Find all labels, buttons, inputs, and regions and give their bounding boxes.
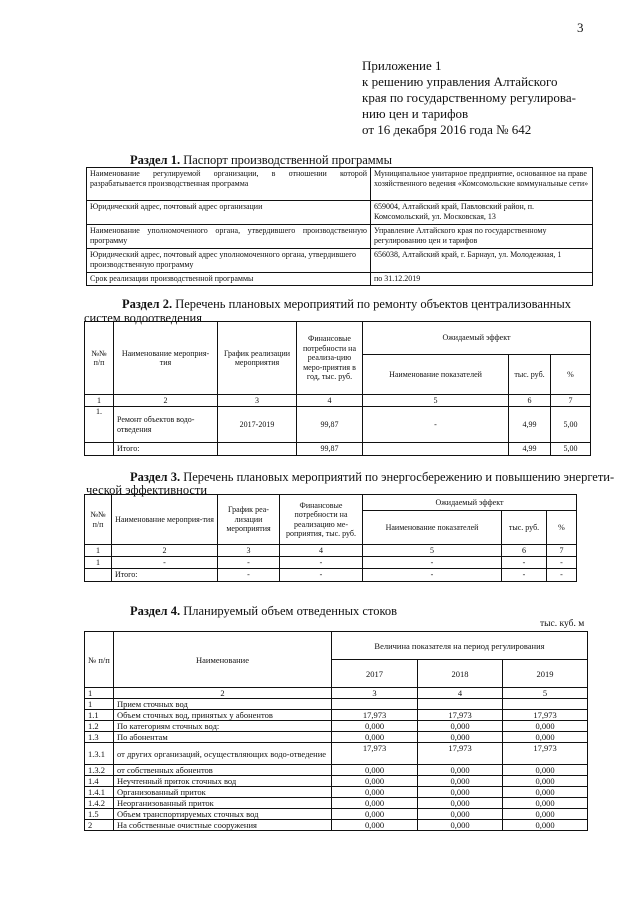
- appendix-block: [362, 58, 576, 138]
- cell-value: 17,973: [503, 743, 588, 765]
- appendix-line: края по государственному регулирова-: [362, 90, 576, 105]
- total-percent: 5,00: [551, 443, 591, 456]
- header-num: № п/п: [85, 632, 114, 688]
- section2-label: Раздел 2.: [122, 297, 173, 311]
- table-header-row: [85, 322, 591, 355]
- cell-value: 0,000: [418, 732, 503, 743]
- cell-thous: -: [502, 557, 547, 569]
- appendix-line: Приложение 1: [362, 58, 442, 73]
- header-effect: Ожидаемый эффект: [363, 495, 577, 511]
- cell-value: 17,973: [503, 710, 588, 721]
- cell-value: 0,000: [418, 776, 503, 787]
- cell-value: 17,973: [332, 743, 418, 765]
- total-schedule: -: [218, 569, 280, 582]
- passport-name: Юридический адрес, почтовый адрес организации: [87, 201, 371, 225]
- col-number: 1: [85, 395, 114, 407]
- col-number: 5: [503, 688, 588, 699]
- column-number-row: [85, 395, 591, 407]
- appendix-line: к решению управления Алтайского: [362, 74, 558, 89]
- cell-value: 0,000: [418, 721, 503, 732]
- table-row: [85, 798, 588, 809]
- cell-num: 1.4.1: [85, 787, 114, 798]
- section1-title: [130, 153, 392, 167]
- header-finance: Финансовые потребности на реализа-цию меро-приятия в год, тыс. руб.: [297, 322, 363, 395]
- header-name: Наименование мероприя-тия: [112, 495, 218, 545]
- cell-finance: -: [280, 557, 363, 569]
- col-number: 7: [547, 545, 577, 557]
- cell-empty: [85, 569, 112, 582]
- cell-empty: [218, 443, 297, 456]
- appendix-line: от 16 декабря 2016 года № 642: [362, 122, 532, 137]
- header-indicator: Наименование показателей: [363, 355, 509, 395]
- section3-table: [84, 494, 577, 582]
- table-row: [85, 699, 588, 710]
- cell-name: По абонентам: [114, 732, 332, 743]
- col-number: 2: [112, 545, 218, 557]
- table-row: [85, 787, 588, 798]
- cell-value: 0,000: [332, 721, 418, 732]
- section1-label: Раздел 1.: [130, 153, 181, 167]
- passport-name: Срок реализации производственной программы: [87, 273, 371, 286]
- cell-num: 1: [85, 557, 112, 569]
- cell-num: 1.2: [85, 721, 114, 732]
- cell-empty: [363, 443, 509, 456]
- cell-value: 17,973: [418, 743, 503, 765]
- section1-title-text: Паспорт производственной программы: [183, 153, 392, 167]
- cell-percent: -: [547, 557, 577, 569]
- cell-thous: 4,99: [509, 407, 551, 443]
- cell-num: 2: [85, 820, 114, 831]
- table-row: [85, 710, 588, 721]
- total-thous: 4,99: [509, 443, 551, 456]
- cell-name: Неучтенный приток сточных вод: [114, 776, 332, 787]
- header-name: Наименование: [114, 632, 332, 688]
- header-schedule: График реализации мероприятия: [218, 322, 297, 395]
- header-schedule: График реа-лизации мероприятия: [218, 495, 280, 545]
- cell-num: 1.1: [85, 710, 114, 721]
- cell-name: Ремонт объектов водо-отведения: [114, 407, 218, 443]
- appendix-line: нию цен и тарифов: [362, 106, 469, 121]
- cell-value: 0,000: [418, 809, 503, 820]
- section3-title: [130, 470, 614, 484]
- cell-value: 0,000: [503, 732, 588, 743]
- cell-value: 17,973: [332, 710, 418, 721]
- header-year: 2019: [503, 660, 588, 688]
- table-row: [87, 201, 593, 225]
- col-number: 6: [502, 545, 547, 557]
- cell-name: Прием сточных вод: [114, 699, 332, 710]
- passport-name: Наименование регулируемой организации, в отношении которой разрабатывается производственная программа: [87, 168, 371, 201]
- cell-empty: [85, 443, 114, 456]
- table-header-row: [85, 632, 588, 660]
- cell-name: -: [112, 557, 218, 569]
- section2-title: [122, 297, 571, 311]
- col-number: 6: [509, 395, 551, 407]
- col-number: 4: [297, 395, 363, 407]
- cell-value: 0,000: [332, 765, 418, 776]
- cell-num: 1: [85, 699, 114, 710]
- section2-table: [84, 321, 591, 456]
- table-row: [87, 273, 593, 286]
- cell-name: Объем сточных вод, принятых у абонентов: [114, 710, 332, 721]
- header-name: Наименование мероприя-тия: [114, 322, 218, 395]
- cell-name: от собственных абонентов: [114, 765, 332, 776]
- section3-title-text: Перечень плановых мероприятий по энергосбережению и повышению энергети-: [183, 470, 615, 484]
- table-total-row: [85, 569, 577, 582]
- header-thous: тыс. руб.: [502, 511, 547, 545]
- table-row: [87, 249, 593, 273]
- cell-value: 0,000: [418, 765, 503, 776]
- col-number: 2: [114, 688, 332, 699]
- col-number: 3: [332, 688, 418, 699]
- cell-value: 17,973: [418, 710, 503, 721]
- cell-value: 0,000: [503, 776, 588, 787]
- col-number: 1: [85, 545, 112, 557]
- header-indicator: Наименование показателей: [363, 511, 502, 545]
- col-number: 5: [363, 545, 502, 557]
- cell-value: 0,000: [332, 776, 418, 787]
- total-percent: -: [547, 569, 577, 582]
- table-row: [85, 407, 591, 443]
- cell-name: Неорганизованный приток: [114, 798, 332, 809]
- total-finance: 99,87: [297, 443, 363, 456]
- total-indicator: -: [363, 569, 502, 582]
- passport-table: [86, 167, 593, 286]
- col-number: 4: [418, 688, 503, 699]
- passport-value: Муниципальное унитарное предприятие, основанное на праве хозяйственного ведения «Комсомольские коммунальные сети»: [371, 168, 593, 201]
- table-total-row: [85, 443, 591, 456]
- cell-value: 0,000: [503, 820, 588, 831]
- passport-name: Юридический адрес, почтовый адрес уполномоченного органа, утвердившего производственную программу: [87, 249, 371, 273]
- cell-value: 0,000: [418, 798, 503, 809]
- cell-indicator: -: [363, 557, 502, 569]
- header-thous: тыс. руб.: [509, 355, 551, 395]
- unit-label: тыс. куб. м: [540, 619, 585, 629]
- total-label: Итого:: [112, 569, 218, 582]
- cell-value: 0,000: [332, 809, 418, 820]
- cell-value: 0,000: [332, 787, 418, 798]
- col-number: 5: [363, 395, 509, 407]
- cell-num: 1.3.2: [85, 765, 114, 776]
- cell-value: 0,000: [332, 820, 418, 831]
- table-row: [85, 732, 588, 743]
- header-percent: %: [547, 511, 577, 545]
- table-row: [85, 721, 588, 732]
- header-num: №№ п/п: [85, 322, 114, 395]
- total-thous: -: [502, 569, 547, 582]
- cell-num: 1.4: [85, 776, 114, 787]
- header-finance: Финансовые потребности на реализацию ме-роприятия, тыс. руб.: [280, 495, 363, 545]
- col-number: 1: [85, 688, 114, 699]
- header-num: №№ п/п: [85, 495, 112, 545]
- cell-finance: 99,87: [297, 407, 363, 443]
- header-year: 2017: [332, 660, 418, 688]
- table-row: [87, 168, 593, 201]
- total-finance: -: [280, 569, 363, 582]
- cell-value: 0,000: [503, 721, 588, 732]
- cell-name: По категориям сточных вод:: [114, 721, 332, 732]
- col-number: 2: [114, 395, 218, 407]
- col-number: 3: [218, 545, 280, 557]
- cell-num: 1.3: [85, 732, 114, 743]
- section3-title-line2: ческой эффективности: [86, 483, 208, 497]
- cell-num: 1.: [85, 407, 114, 443]
- col-number: 3: [218, 395, 297, 407]
- section4-title-text: Планируемый объем отведенных стоков: [183, 604, 398, 618]
- page-number: 3: [577, 20, 584, 35]
- cell-value: [332, 699, 418, 710]
- cell-name: Организованный приток: [114, 787, 332, 798]
- passport-value: по 31.12.2019: [371, 273, 593, 286]
- section4-table: [84, 631, 588, 831]
- table-row: [85, 557, 577, 569]
- cell-num: 1.3.1: [85, 743, 114, 765]
- cell-schedule: -: [218, 557, 280, 569]
- section4-title: [130, 604, 397, 618]
- header-percent: %: [551, 355, 591, 395]
- cell-name: На собственные очистные сооружения: [114, 820, 332, 831]
- cell-value: 0,000: [332, 798, 418, 809]
- column-number-row: [85, 545, 577, 557]
- passport-value: 656038, Алтайский край, г. Барнаул, ул. Молодежная, 1: [371, 249, 593, 273]
- cell-indicator: -: [363, 407, 509, 443]
- cell-value: 0,000: [418, 820, 503, 831]
- header-period: Величина показателя на период регулирования: [332, 632, 588, 660]
- table-row: [85, 743, 588, 765]
- col-number: 7: [551, 395, 591, 407]
- cell-value: 0,000: [418, 787, 503, 798]
- section2-title-text: Перечень плановых мероприятий по ремонту объектов централизованных: [175, 297, 571, 311]
- cell-schedule: 2017-2019: [218, 407, 297, 443]
- table-row: [87, 225, 593, 249]
- col-number: 4: [280, 545, 363, 557]
- cell-num: 1.4.2: [85, 798, 114, 809]
- cell-num: 1.5: [85, 809, 114, 820]
- cell-percent: 5,00: [551, 407, 591, 443]
- total-label: Итого:: [114, 443, 218, 456]
- section4-label: Раздел 4.: [130, 604, 181, 618]
- passport-value: 659004, Алтайский край, Павловский район, п. Комсомольский, ул. Московская, 13: [371, 201, 593, 225]
- table-row: [85, 765, 588, 776]
- cell-name: Объем транспортируемых сточных вод: [114, 809, 332, 820]
- cell-value: 0,000: [503, 809, 588, 820]
- table-row: [85, 776, 588, 787]
- section2-title-line2: систем водоотведения: [84, 311, 202, 325]
- section3-label: Раздел 3.: [130, 470, 181, 484]
- cell-value: 0,000: [503, 765, 588, 776]
- table-row: [85, 820, 588, 831]
- header-year: 2018: [418, 660, 503, 688]
- cell-value: 0,000: [503, 798, 588, 809]
- table-row: [85, 809, 588, 820]
- passport-value: Управление Алтайского края по государственному регулированию цен и тарифов: [371, 225, 593, 249]
- cell-value: 0,000: [503, 787, 588, 798]
- passport-name: Наименование уполномоченного органа, утвердившего производственную программу: [87, 225, 371, 249]
- table-header-row: [85, 495, 577, 511]
- cell-value: 0,000: [332, 732, 418, 743]
- cell-name: от других организаций, осуществляющих водо-отведение: [114, 743, 332, 765]
- cell-value: [418, 699, 503, 710]
- cell-value: [503, 699, 588, 710]
- column-number-row: [85, 688, 588, 699]
- header-effect: Ожидаемый эффект: [363, 322, 591, 355]
